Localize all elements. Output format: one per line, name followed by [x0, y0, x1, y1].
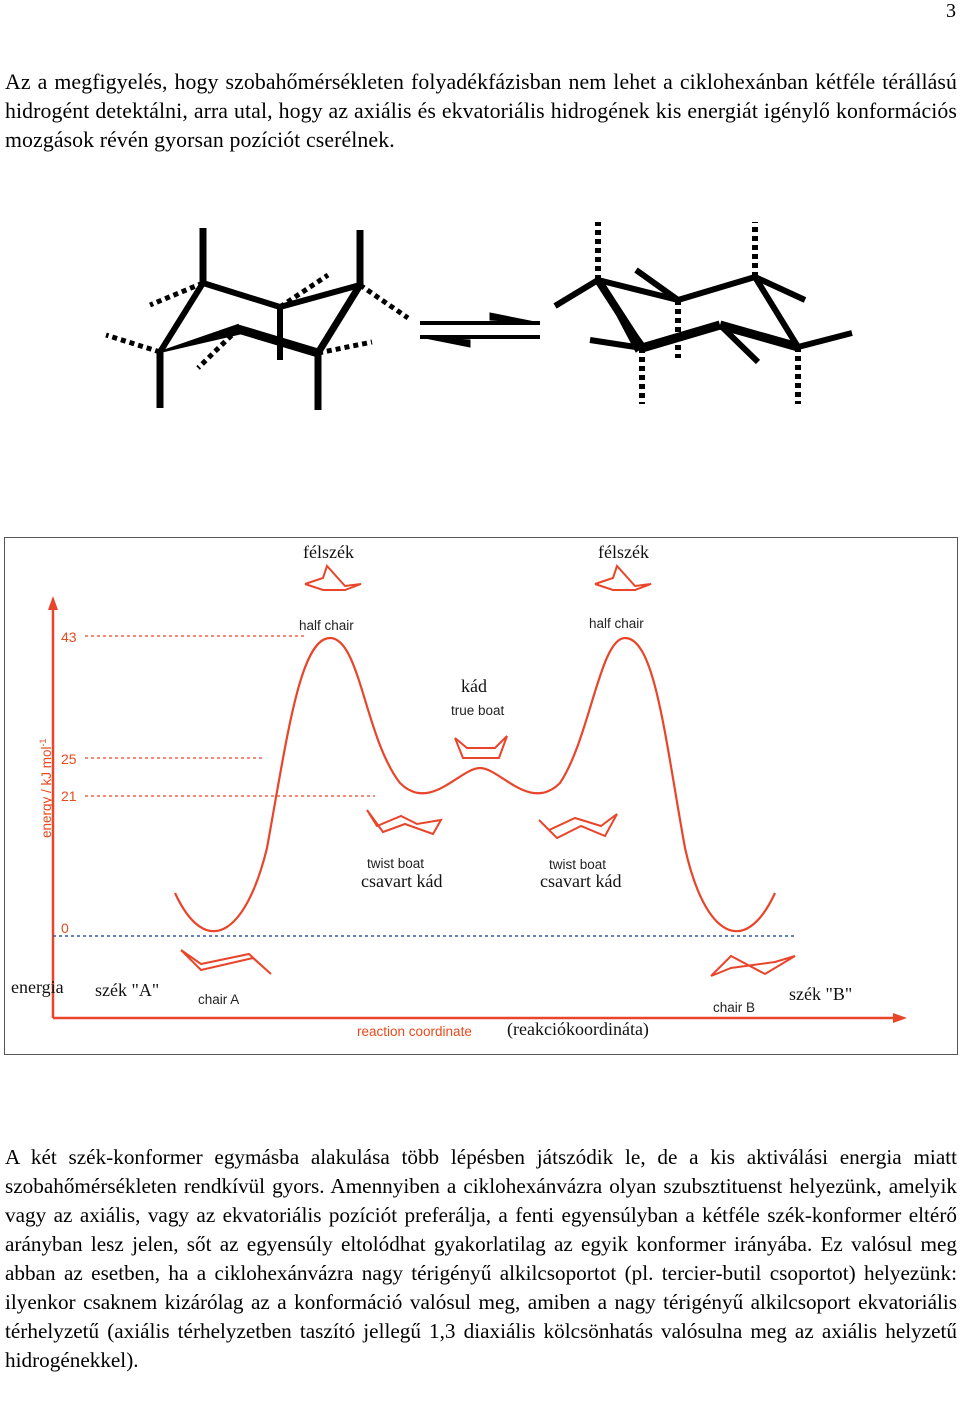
chair-b-hu: szék "B" — [789, 984, 853, 1004]
twist-right-en: twist boat — [549, 857, 607, 872]
true-boat-shape — [455, 736, 507, 758]
tick-25: 25 — [61, 751, 77, 767]
chair-a-shape — [181, 950, 271, 974]
intro-paragraph: Az a megfigyelés, hogy szobahőmérsékleten folyadékfázisban nem lehet a ciklohexánban kétféle térállású hidrogént detektálni, arra utal, hogy az axiális és ekvatoriális hidrogének kis energiát igénylő konformációs mozgások révén gyorsan pozíciót cserélnek. — [5, 70, 957, 152]
energy-diagram — [4, 537, 958, 1055]
twist-left-en: twist boat — [367, 856, 425, 871]
tick-0: 0 — [61, 920, 69, 936]
page-number: 3 — [946, 0, 956, 22]
chair-b-shape — [711, 956, 795, 976]
tick-43: 43 — [61, 629, 77, 645]
chair-b-en: chair B — [713, 1000, 756, 1015]
twist-right-hu: csavart kád — [540, 871, 622, 891]
half-chair-right-hu: félszék — [598, 542, 649, 562]
tick-21: 21 — [61, 788, 77, 804]
twist-boat-left-shape — [367, 810, 441, 834]
equilibrium-arrows — [420, 313, 540, 347]
half-chair-right-en: half chair — [589, 616, 644, 631]
y-axis-arrow — [48, 596, 58, 610]
x-axis-label-hu: (reakciókoordináta) — [507, 1019, 649, 1039]
chair-conformer-right — [555, 222, 852, 404]
chair-conformer-left — [106, 228, 408, 410]
boat-hu: kád — [461, 676, 487, 696]
energia-label: energia — [11, 977, 64, 997]
chair-a-en: chair A — [198, 992, 240, 1007]
x-axis-arrow — [893, 1013, 907, 1023]
twist-boat-right-shape — [539, 814, 617, 838]
body-paragraph: A két szék-konformer egymásba alakulása több lépésben játszódik le, de a kis aktiválási energia miatt szobahőmérsékleten rendkívül gyors. Amennyiben a ciklohexánvázra olyan szubsztituenst helyezünk, amelyik vagy az axiális, vagy az ekvatoriális pozíciót preferálja, a fenti egyensúlyban a kétféle szék-konformer eltérő arányban lesz jelen, sőt az egyensúly eltolódhat gyakorlatilag az egyik konformer irányába. Ez valósul meg abban az esetben, ha a ciklohexánvázra nagy térigényű alkilcsoportot (pl. tercier-butil csoportot) helyezünk: ilyenkor csaknem kizárólag az a konformáció valósul meg, amiben a nagy térigényű alkilcsoport ekvatoriális térhelyzetű (axiális térhelyzetben taszító jellegű 1,3 diaxiális kölcsönhatás valósulna meg az axiális helyzetű hidrogénekkel). — [5, 1145, 957, 1372]
x-axis-label-en: reaction coordinate — [357, 1024, 472, 1039]
chair-equilibrium-diagram — [0, 200, 960, 420]
half-chair-right-shape — [595, 566, 651, 590]
chair-a-hu: szék "A" — [95, 980, 160, 1000]
y-axis-label: energy / kJ mol$^{-1}$ — [38, 738, 54, 838]
half-chair-left-en: half chair — [299, 618, 354, 633]
half-chair-left-hu: félszék — [303, 542, 354, 562]
boat-en: true boat — [451, 703, 505, 718]
half-chair-left-shape — [305, 566, 361, 590]
twist-left-hu: csavart kád — [361, 871, 443, 891]
